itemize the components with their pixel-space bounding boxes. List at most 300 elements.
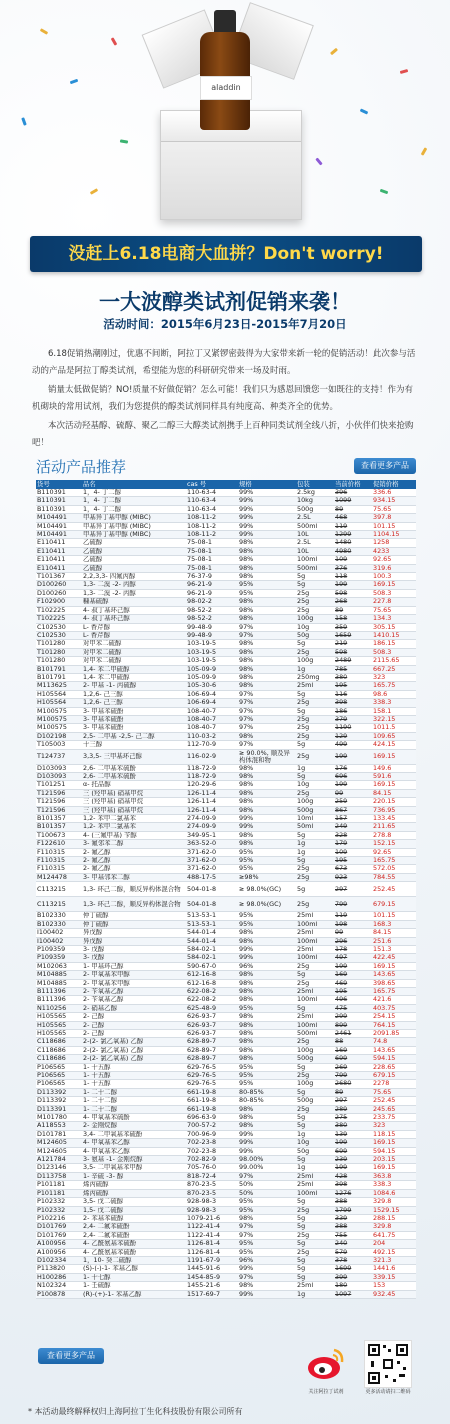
table-row [36, 531, 416, 539]
cell-cat-no: A100956 [36, 1240, 82, 1248]
cell-cat-no: P100878 [36, 1290, 82, 1298]
cell-package: 1g [296, 840, 334, 848]
cell-cas: 120-29-6 [186, 781, 238, 789]
cell-spec: 98% [238, 789, 296, 797]
cell-spec: 98% [238, 732, 296, 740]
cell-cas: 1445-91-6 [186, 1265, 238, 1273]
cell-name: 1,3- 二溴 -2- 丙醇 [82, 581, 186, 589]
table-row [36, 1147, 416, 1155]
cell-package: 5g [296, 1265, 334, 1273]
cell-cat-no: F102900 [36, 598, 82, 606]
cell-cas: 98-52-2 [186, 606, 238, 614]
cell-cat-no: C113215 [36, 882, 82, 897]
cell-spec: 99% [238, 531, 296, 539]
table-row [36, 724, 416, 732]
cell-name: 乙硫醇 [82, 547, 186, 555]
cell-current-price: 219 [334, 640, 372, 648]
cell-cat-no: M100575 [36, 715, 82, 723]
cell-package: 5g [296, 1156, 334, 1164]
cell-name: 2,6- 二甲基苯硫酚 [82, 773, 186, 781]
cell-package: 500g [296, 1055, 334, 1063]
cell-cas: 108-40-7 [186, 715, 238, 723]
view-more-button-bottom[interactable]: 查看更多产品 [38, 1348, 104, 1364]
cell-cat-no: D113758 [36, 1172, 82, 1180]
table-row [36, 1029, 416, 1037]
header-current-price: 当前价格 [334, 480, 372, 489]
cell-name: 异戊醇 [82, 929, 186, 937]
cell-spec: 95% [238, 589, 296, 597]
cell-package: 5g [296, 1114, 334, 1122]
header-promo-price: 促销价格 [372, 480, 416, 489]
cell-name: 2- 己醇 [82, 1021, 186, 1029]
table-row [36, 979, 416, 987]
table-row [36, 798, 416, 806]
cell-cat-no: M104491 [36, 522, 82, 530]
table-row [36, 564, 416, 572]
cell-cat-no: D113392 [36, 1088, 82, 1096]
table-row [36, 1223, 416, 1231]
cell-promo-price: 784.55 [372, 873, 416, 881]
cell-spec: 95% [238, 581, 296, 589]
cell-promo-price: 323 [372, 673, 416, 681]
cell-cas: 928-98-3 [186, 1206, 238, 1214]
table-row [36, 631, 416, 639]
cell-promo-price: 1258 [372, 539, 416, 547]
cell-cas: 661-19-8 [186, 1105, 238, 1113]
cell-spec: 98% [238, 640, 296, 648]
cell-cat-no: P102332 [36, 1198, 82, 1206]
cell-spec: 95% [238, 1240, 296, 1248]
cell-promo-price: 211.65 [372, 823, 416, 831]
table-row [36, 673, 416, 681]
cell-current-price: 328 [334, 831, 372, 839]
cell-current-price: 469 [334, 979, 372, 987]
cell-package: 250mg [296, 673, 334, 681]
cell-name: 异戊醇 [82, 937, 186, 945]
cell-promo-price: 403.75 [372, 1004, 416, 1012]
cell-package: 1g [296, 1130, 334, 1138]
table-row [36, 1080, 416, 1088]
cell-package: 5g [296, 1004, 334, 1012]
cell-promo-price: 679.15 [372, 897, 416, 912]
cell-cas: 108-11-2 [186, 514, 238, 522]
table-row [36, 573, 416, 581]
cell-name: 1,3- 二溴 -2- 丙醇 [82, 589, 186, 597]
cell-current-price: 1299 [334, 531, 372, 539]
table-row [36, 1139, 416, 1147]
cell-name: 2- 硝基乙醇 [82, 1004, 186, 1012]
header-name: 品名 [82, 480, 186, 489]
cell-package: 5g [296, 581, 334, 589]
table-row [36, 1063, 416, 1071]
cell-cat-no: M124605 [36, 1147, 82, 1155]
cell-promo-price: 168.3 [372, 920, 416, 928]
cell-cas: 584-02-1 [186, 945, 238, 953]
cell-cat-no: C118686 [36, 1046, 82, 1054]
cell-name: 2- 金刚烷醇 [82, 1122, 186, 1130]
intro-text [32, 346, 420, 454]
cell-cas: 626-93-7 [186, 1029, 238, 1037]
cell-cas: 75-08-1 [186, 547, 238, 555]
cell-name: 1，10- 癸二硫醇 [82, 1256, 186, 1264]
cell-promo-price: 75.65 [372, 606, 416, 614]
table-row [36, 920, 416, 928]
cell-package: 25g [296, 1072, 334, 1080]
cell-current-price: 195 [334, 857, 372, 865]
cell-current-price: 157 [334, 815, 372, 823]
cell-promo-price: 736.95 [372, 806, 416, 814]
cell-cas: 702-23-8 [186, 1139, 238, 1147]
cell-promo-price: 143.65 [372, 971, 416, 979]
cell-spec: 98% [238, 573, 296, 581]
cell-cas: 513-53-1 [186, 912, 238, 920]
qr-code-icon [364, 1340, 412, 1388]
cell-spec: 98% [238, 764, 296, 772]
qr-area [306, 1340, 416, 1400]
table-row [36, 857, 416, 865]
cell-name: 4- (三氟甲基) 苄醇 [82, 831, 186, 839]
cell-current-price: 199 [334, 581, 372, 589]
cell-current-price: 799 [334, 1072, 372, 1080]
cell-current-price: 296 [334, 937, 372, 945]
weibo-icon[interactable] [306, 1344, 346, 1384]
cell-cat-no: F122610 [36, 840, 82, 848]
table-row [36, 1097, 416, 1105]
cell-package: 25g [296, 715, 334, 723]
cell-name: 2- 苯基苯硫醇 [82, 1214, 186, 1222]
cell-name: 1- 二十二醇 [82, 1088, 186, 1096]
cell-name: 乙硫醇 [82, 556, 186, 564]
cell-cat-no: I100402 [36, 929, 82, 937]
table-row [36, 1046, 416, 1054]
table-row [36, 1248, 416, 1256]
cell-current-price: 199 [334, 749, 372, 764]
cell-current-price: 199 [334, 1139, 372, 1147]
cell-current-price: 396 [334, 489, 372, 497]
cell-package: 5g [296, 773, 334, 781]
cell-cat-no: N102324 [36, 1282, 82, 1290]
cell-spec: 98% [238, 615, 296, 623]
cell-cat-no: M104885 [36, 979, 82, 987]
cell-cas: 103-19-5 [186, 640, 238, 648]
cell-cat-no: T100673 [36, 831, 82, 839]
cell-promo-price: 169.15 [372, 781, 416, 789]
table-row [36, 806, 416, 814]
cell-package: 10g [296, 1139, 334, 1147]
cell-name: 1,4- 苯二甲硫醇 [82, 673, 186, 681]
table-row [36, 1231, 416, 1239]
cell-current-price: 598 [334, 648, 372, 656]
weibo-caption: 关注阿拉丁试剂 [308, 1389, 344, 1395]
cell-promo-price: 118.15 [372, 1130, 416, 1138]
cell-current-price: 1097 [334, 1290, 372, 1298]
cell-current-price: 388 [334, 1223, 372, 1231]
cell-cat-no: D101769 [36, 1223, 82, 1231]
table-row [36, 690, 416, 698]
cell-cas: 108-11-2 [186, 522, 238, 530]
cell-promo-price: 363.8 [372, 1172, 416, 1180]
cell-cat-no: E110411 [36, 539, 82, 547]
cell-name: 仲丁硫醇 [82, 912, 186, 920]
cell-cas: 99-48-9 [186, 631, 238, 639]
table-row [36, 1013, 416, 1021]
cell-package: 500g [296, 1097, 334, 1105]
cell-name: 乙硫醇 [82, 564, 186, 572]
cell-cat-no: P109359 [36, 945, 82, 953]
cell-current-price: 297 [334, 1097, 372, 1105]
cell-cas: 622-08-2 [186, 987, 238, 995]
cell-cat-no: M124605 [36, 1139, 82, 1147]
cell-name: 仲丁硫醇 [82, 920, 186, 928]
table-row [36, 815, 416, 823]
cell-current-price: 289 [334, 1105, 372, 1113]
cell-cas: 1517-69-7 [186, 1290, 238, 1298]
cell-cat-no: P102216 [36, 1214, 82, 1222]
cell-package: 500ml [296, 522, 334, 530]
cell-spec: 97% [238, 699, 296, 707]
cell-package: 1g [296, 1164, 334, 1172]
table-row [36, 732, 416, 740]
table-row [36, 954, 416, 962]
cell-name: 1- 十五醇 [82, 1072, 186, 1080]
cell-cas: 110-63-4 [186, 489, 238, 497]
cell-name: L- 香芹醇 [82, 631, 186, 639]
table-row [36, 505, 416, 513]
cell-promo-price: 109.65 [372, 732, 416, 740]
cell-package: 25g [296, 732, 334, 740]
cell-cat-no: T101280 [36, 657, 82, 665]
hero-gift-box [0, 0, 450, 232]
cell-current-price: 579 [334, 1248, 372, 1256]
cell-current-price: 359 [334, 623, 372, 631]
cell-package: 500ml [296, 1029, 334, 1037]
table-row [36, 514, 416, 522]
cell-package: 25g [296, 1248, 334, 1256]
cell-spec: 50% [238, 1181, 296, 1189]
cell-promo-price: 278.8 [372, 831, 416, 839]
cell-spec: 99% [238, 815, 296, 823]
table-row [36, 749, 416, 764]
cell-promo-price: 319.6 [372, 564, 416, 572]
table-row [36, 840, 416, 848]
cell-package: 500g [296, 806, 334, 814]
cell-cat-no: T105003 [36, 741, 82, 749]
cell-promo-price: 134.3 [372, 615, 416, 623]
cell-current-price: 699 [334, 1055, 372, 1063]
cell-package: 5g [296, 882, 334, 897]
cell-cas: 622-08-2 [186, 996, 238, 1004]
table-row [36, 831, 416, 839]
cell-name: 1- 辛硫 -3- 醇 [82, 1172, 186, 1180]
cell-current-price: 109 [334, 848, 372, 856]
cell-package: 5g [296, 1273, 334, 1281]
cell-spec: 95% [238, 857, 296, 865]
cell-current-price: 399 [334, 1273, 372, 1281]
cell-name: 3- 氨基 -1- 金刚烷醇 [82, 1156, 186, 1164]
cell-promo-price: 338.3 [372, 1181, 416, 1189]
table-row [36, 665, 416, 673]
cell-promo-price: 398.65 [372, 979, 416, 987]
cell-package: 5g [296, 1088, 334, 1096]
cell-cas: 349-95-1 [186, 831, 238, 839]
cell-name: 2- 苄氧基乙醇 [82, 987, 186, 995]
cell-spec: 98% [238, 539, 296, 547]
cell-current-price: 1276 [334, 1189, 372, 1197]
cell-name: 2,2,3,3- 四氟丙醇 [82, 573, 186, 581]
table-row [36, 699, 416, 707]
cell-cat-no: F110315 [36, 865, 82, 873]
cell-name: 烯丙硫醇 [82, 1189, 186, 1197]
cell-current-price: 109 [334, 556, 372, 564]
cell-name: 2- 苄氧基乙醇 [82, 996, 186, 1004]
cell-cas: 818-72-4 [186, 1172, 238, 1180]
cell-package: 25g [296, 979, 334, 987]
cell-cat-no: C102530 [36, 631, 82, 639]
cell-current-price: 598 [334, 589, 372, 597]
cell-spec: 99% [238, 823, 296, 831]
cell-cat-no: M104491 [36, 514, 82, 522]
cell-spec: 97% [238, 724, 296, 732]
cell-cat-no: C118686 [36, 1055, 82, 1063]
cell-package: 25g [296, 699, 334, 707]
cell-promo-price: 153 [372, 1282, 416, 1290]
cell-current-price: 398 [334, 1181, 372, 1189]
cell-current-price: 199 [334, 1164, 372, 1172]
table-row [36, 1265, 416, 1273]
cell-cat-no: M124478 [36, 873, 82, 881]
cell-cat-no: D101769 [36, 1231, 82, 1239]
cell-promo-price: 228.65 [372, 1063, 416, 1071]
cell-spec: 98% [238, 673, 296, 681]
cell-cas: 584-02-1 [186, 954, 238, 962]
cell-package: 100ml [296, 954, 334, 962]
cell-promo-price: 2091.85 [372, 1029, 416, 1037]
cell-package: 5g [296, 1240, 334, 1248]
cell-cas: 628-89-7 [186, 1046, 238, 1054]
cell-spec: 95% [238, 1004, 296, 1012]
cell-cat-no: D103093 [36, 773, 82, 781]
cell-spec: 97% [238, 1172, 296, 1180]
cell-current-price: 1659 [334, 631, 372, 639]
cell-cas: 1126-81-4 [186, 1240, 238, 1248]
table-row [36, 1072, 416, 1080]
table-row [36, 547, 416, 555]
cell-promo-price: 397.8 [372, 514, 416, 522]
table-row [36, 556, 416, 564]
cell-cat-no: H105565 [36, 1021, 82, 1029]
table-row [36, 606, 416, 614]
cell-name: 1,2,6- 己三醇 [82, 699, 186, 707]
cell-cas: 1454-85-9 [186, 1273, 238, 1281]
cell-spec: 98% [238, 1013, 296, 1021]
cell-current-price: 89 [334, 606, 372, 614]
cell-current-price: 239 [334, 1156, 372, 1164]
cell-promo-price: 329.8 [372, 1223, 416, 1231]
cell-current-price: 180 [334, 1282, 372, 1290]
cell-name: 对甲苯二硫醇 [82, 648, 186, 656]
table-row [36, 929, 416, 937]
cell-spec: 99% [238, 1147, 296, 1155]
cell-cas: 870-23-5 [186, 1189, 238, 1197]
cell-cas: 1191-67-9 [186, 1256, 238, 1264]
cell-current-price: 899 [334, 1021, 372, 1029]
cell-package: 10L [296, 547, 334, 555]
cell-cat-no: T101280 [36, 648, 82, 656]
cell-current-price: 249 [334, 823, 372, 831]
cell-package: 5g [296, 1223, 334, 1231]
cell-name: 2- 氟乙醇 [82, 865, 186, 873]
cell-spec: 95% [238, 848, 296, 856]
intro-paragraph: 本次活动羟基醇、硫醇、聚乙二醇三大醇类试剂携手上百种同类试剂全线八折，小伙伴们快来抢购吧！ [32, 421, 414, 448]
cell-name: 2- 甲基 -1- 丙硫醇 [82, 682, 186, 690]
cell-promo-price: 322.15 [372, 715, 416, 723]
cell-cat-no: T121596 [36, 798, 82, 806]
cell-current-price: 2489 [334, 657, 372, 665]
cell-current-price: 1480 [334, 539, 372, 547]
cell-package: 5g [296, 707, 334, 715]
cell-current-price: 2461 [334, 1029, 372, 1037]
cell-current-price: 119 [334, 522, 372, 530]
cell-name: 2- 甲氧基苯甲醇 [82, 971, 186, 979]
view-more-button[interactable]: 查看更多产品 [354, 458, 416, 474]
cell-promo-price: 572.05 [372, 865, 416, 873]
cell-cas: 870-23-5 [186, 1181, 238, 1189]
cell-cas: 661-19-8 [186, 1097, 238, 1105]
cell-package: 25ml [296, 1172, 334, 1180]
section-title: 活动产品推荐 [36, 458, 127, 476]
cell-promo-price: 84.15 [372, 929, 416, 937]
cell-cas: 629-76-5 [186, 1063, 238, 1071]
cell-promo-price: 158.1 [372, 707, 416, 715]
table-row [36, 789, 416, 797]
cell-cas: 110-63-4 [186, 505, 238, 513]
bottle-label: aladdin [200, 76, 252, 100]
cell-spec: 99% [238, 489, 296, 497]
cell-spec: 97% [238, 631, 296, 639]
cell-cat-no: F110315 [36, 848, 82, 856]
cell-name: 1，4- 丁二醇 [82, 497, 186, 505]
cell-name: 1,3- 环己二醇，顺反异构体混合物 [82, 882, 186, 897]
cell-cas: 371-62-0 [186, 857, 238, 865]
cell-current-price: 339 [334, 1214, 372, 1222]
cell-current-price: 867 [334, 806, 372, 814]
cell-cat-no: H105565 [36, 1013, 82, 1021]
cell-cat-no: D113391 [36, 1105, 82, 1113]
cell-promo-price: 169.15 [372, 581, 416, 589]
cell-promo-price: 679.15 [372, 1072, 416, 1080]
cell-spec: ≥ 98.0%(GC) [238, 897, 296, 912]
cell-cat-no: P106565 [36, 1063, 82, 1071]
cell-spec: 80-85% [238, 1088, 296, 1096]
table-row [36, 1189, 416, 1197]
cell-promo-price: 421.6 [372, 996, 416, 1004]
cell-package: 2.5kg [296, 489, 334, 497]
cell-spec: 99% [238, 1139, 296, 1147]
table-row [36, 1290, 416, 1298]
table-row [36, 1273, 416, 1281]
cell-cat-no: D113392 [36, 1097, 82, 1105]
cell-spec: 98% [238, 929, 296, 937]
cell-current-price: 699 [334, 1147, 372, 1155]
cell-spec: 95% [238, 920, 296, 928]
cell-package: 25g [296, 1038, 334, 1046]
cell-current-price: 2680 [334, 1080, 372, 1088]
cell-cat-no: T101280 [36, 640, 82, 648]
header-cas: cas 号 [186, 480, 238, 489]
cell-spec: 98% [238, 564, 296, 572]
table-row [36, 882, 416, 897]
cell-name: 2-(2- 氯乙氧基) 乙醇 [82, 1046, 186, 1054]
